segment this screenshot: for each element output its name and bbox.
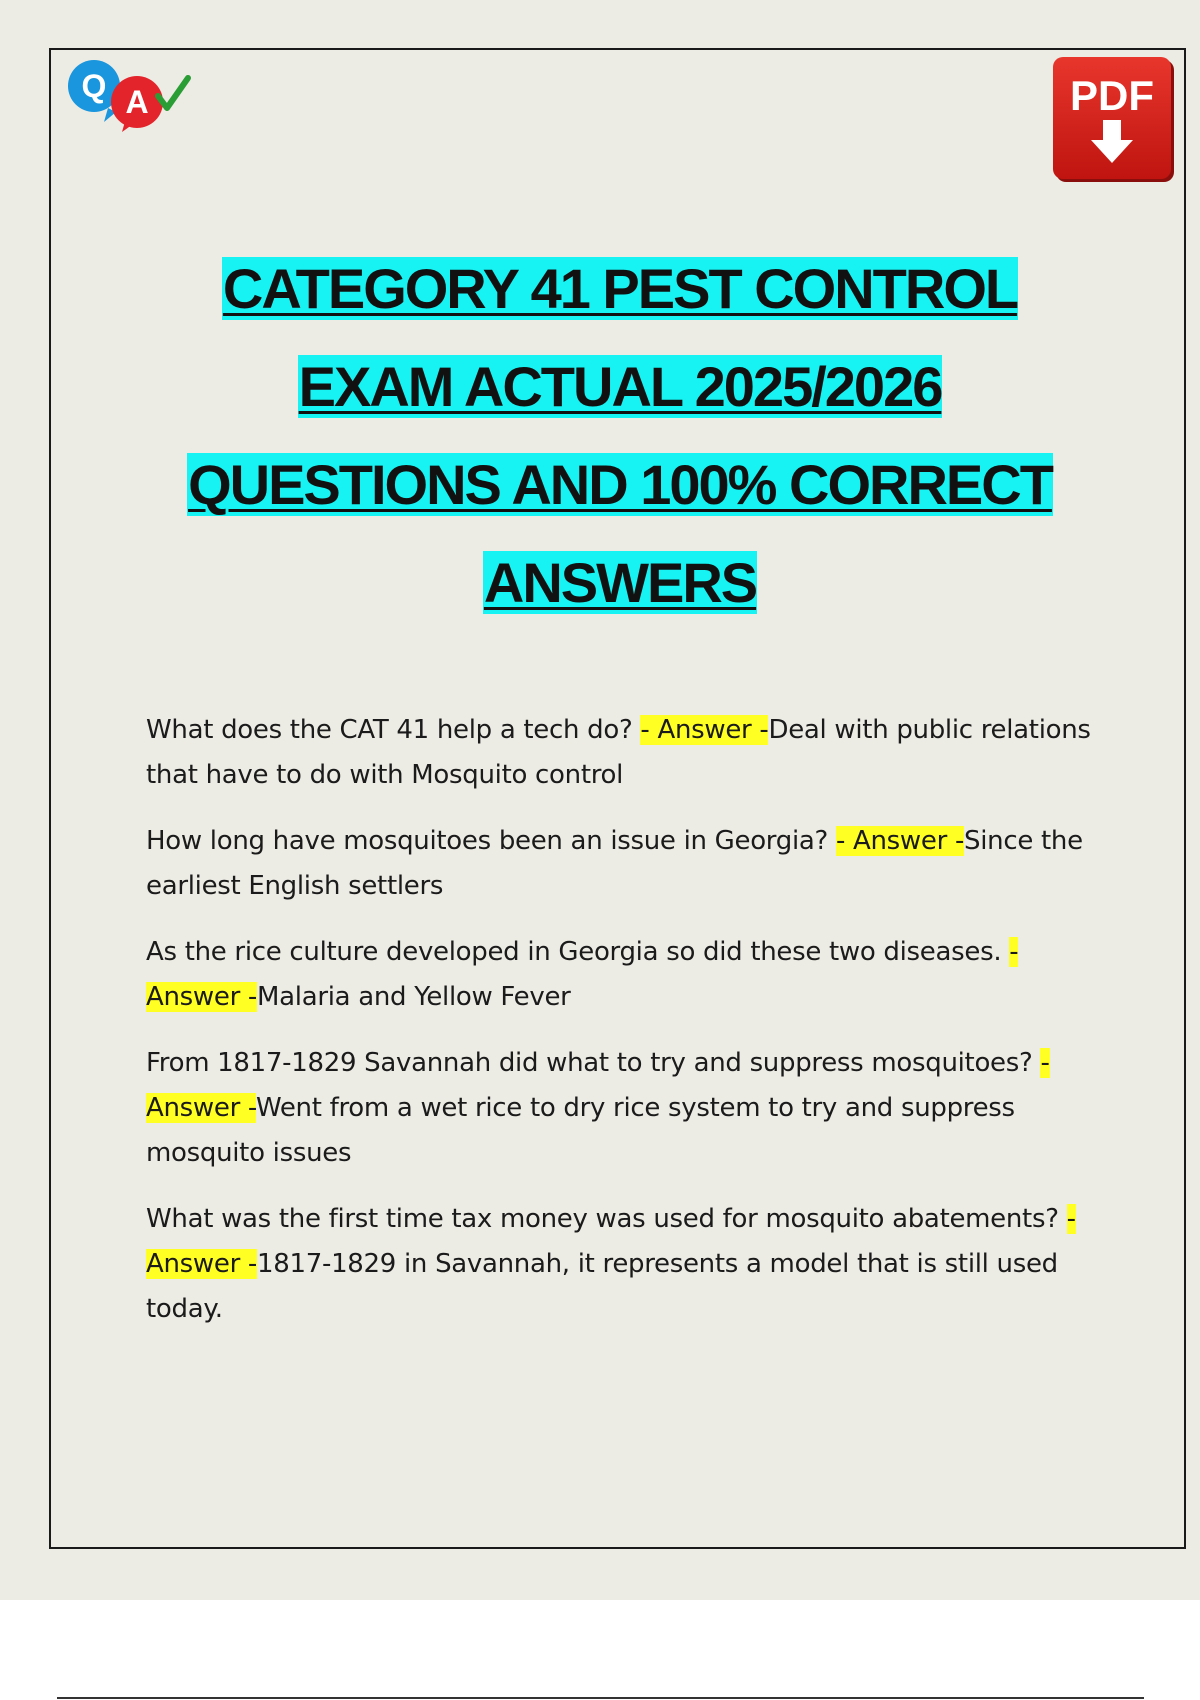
- answer-text: 1817-1829 in Savannah, it represents a model that is still used today.: [146, 1249, 1058, 1324]
- logo-a-letter: A: [125, 84, 149, 120]
- answer-label: - Answer -: [146, 937, 1019, 1012]
- answer-text: Went from a wet rice to dry rice system to try and suppress mosquito issues: [146, 1093, 1015, 1168]
- qa-item: [146, 930, 1106, 1020]
- answer-label: - Answer -: [835, 826, 965, 856]
- question-text: What was the first time tax money was used for mosquito abatements?: [146, 1204, 1067, 1234]
- title-line-2: EXAM ACTUAL 2025/2026: [298, 355, 942, 418]
- question-text: From 1817-1829 Savannah did what to try and suppress mosquitoes?: [146, 1048, 1041, 1078]
- logo-q-letter: Q: [81, 68, 107, 104]
- question-text: What does the CAT 41 help a tech do?: [146, 715, 641, 745]
- question-text: How long have mosquitoes been an issue in Georgia?: [146, 826, 836, 856]
- answer-label: - Answer -: [640, 715, 769, 745]
- qa-item: [146, 1197, 1106, 1332]
- document-title: [60, 240, 1180, 632]
- answer-label: - Answer -: [146, 1048, 1050, 1123]
- question-text: As the rice culture developed in Georgia so did these two diseases.: [146, 937, 1010, 967]
- pdf-download-icon[interactable]: [1051, 55, 1177, 185]
- title-line-4: ANSWERS: [483, 551, 757, 614]
- answer-text: Since the earliest English settlers: [146, 826, 1083, 901]
- answer-text: Deal with public relations that have to do with Mosquito control: [146, 715, 1091, 790]
- bottom-divider: [57, 1697, 1144, 1699]
- qa-check-logo-icon: [64, 56, 194, 134]
- qa-list: [146, 708, 1106, 1353]
- qa-item: [146, 708, 1106, 798]
- pdf-label: PDF: [1070, 72, 1154, 119]
- title-line-1: CATEGORY 41 PEST CONTROL: [222, 257, 1018, 320]
- answer-text: Malaria and Yellow Fever: [257, 982, 571, 1012]
- qa-item: [146, 819, 1106, 909]
- qa-item: [146, 1041, 1106, 1176]
- answer-label: - Answer -: [146, 1204, 1076, 1279]
- title-line-3: QUESTIONS AND 100% CORRECT: [188, 453, 1052, 516]
